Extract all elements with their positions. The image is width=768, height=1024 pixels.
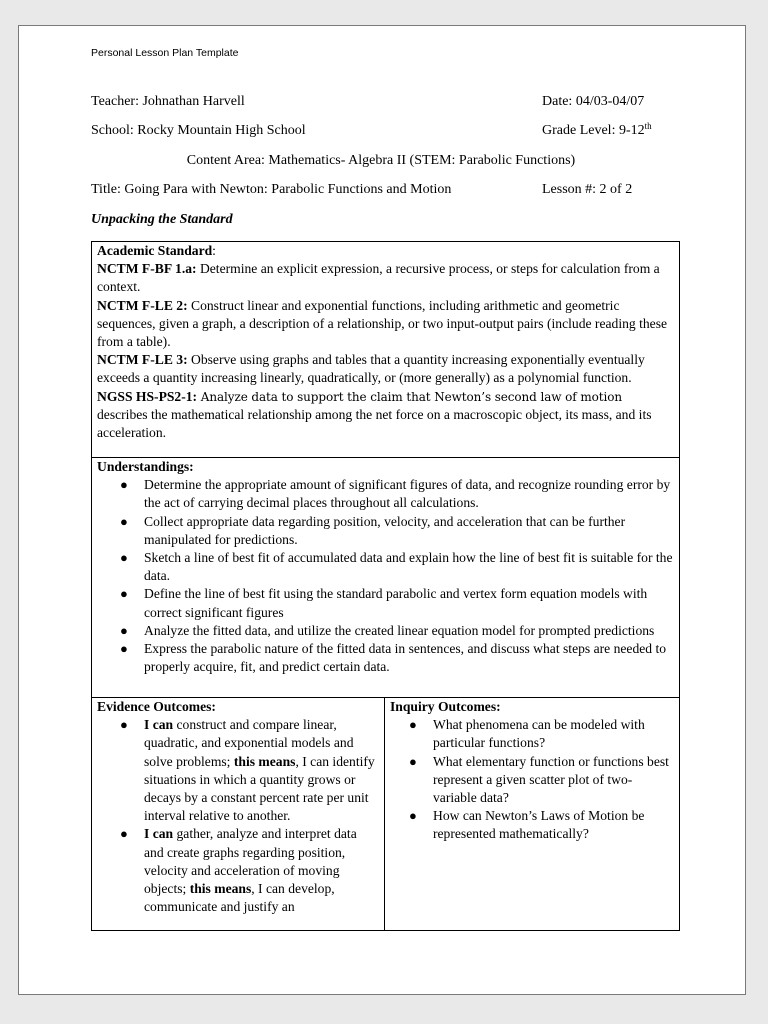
teacher-name: Teacher: Johnathan Harvell (91, 94, 245, 109)
document-page (18, 25, 746, 995)
list-item: ● How can Newton’s Laws of Motion be represented mathematically? (409, 808, 645, 842)
teacher-row (91, 94, 671, 110)
lesson-title: Title: Going Para with Newton: Parabolic Functions and Motion (91, 182, 452, 197)
list-item: ● I can gather, analyze and interpret data and create graphs regarding position, velocity and acceleration of moving objects; this means, I can develop, communicate and justify an (120, 826, 357, 915)
bullet-icon: ● (120, 826, 128, 842)
grade-level: Grade Level: 9-12th (542, 121, 652, 138)
section-title: Unpacking the Standard (91, 212, 233, 227)
outcomes-row (92, 698, 679, 930)
list-item: ● Express the parabolic nature of the fitted data in sentences, and discuss what steps are needed to properly acquire, fit, and predict certain data. (120, 641, 667, 675)
inquiry-outcomes-cell (385, 698, 679, 930)
inquiry-outcomes-list (390, 716, 674, 843)
standard-code: NCTM F-LE 2: (97, 297, 188, 313)
bullet-icon: ● (409, 753, 417, 769)
standard-code: NGSS HS-PS2-1: (97, 388, 198, 404)
template-title: Personal Lesson Plan Template (91, 47, 239, 59)
academic-standard-cell (92, 242, 679, 458)
bullet-icon: ● (120, 622, 128, 638)
grade-level-suffix: th (644, 121, 652, 131)
school-name: School: Rocky Mountain High School (91, 123, 306, 138)
bullet-icon: ● (120, 641, 128, 657)
list-item: ● I can construct and compare linear, quadratic, and exponential models and solve problems; this means, I can identify situations in which a quantity grows or decays by a constant percent rate per unit interval relative to another. (120, 717, 375, 824)
inquiry-outcomes-heading: Inquiry Outcomes: (390, 699, 501, 714)
standards-table (91, 241, 680, 931)
understandings-cell (92, 458, 679, 698)
list-item: ● Sketch a line of best fit of accumulated data and explain how the line of best fit is suitable for the data. (120, 550, 673, 584)
standard-item: NGSS HS-PS2-1: Analyze data to support the claim that Newton’s second law of motion describes the mathematical relationship among the net force on a macroscopic object, its mass, and its acceleration. (97, 388, 652, 441)
list-item: ● Define the line of best fit using the standard parabolic and vertex form equation models with correct significant figures (120, 586, 648, 620)
content-area: Content Area: Mathematics- Algebra II (STEM: Parabolic Functions) (186, 153, 576, 168)
understandings-list (97, 476, 674, 676)
bullet-icon: ● (120, 586, 128, 602)
list-item: ● What elementary function or functions best represent a given scatter plot of two-variable data? (409, 753, 669, 806)
bullet-icon: ● (409, 808, 417, 824)
understandings-heading: Understandings: (97, 459, 194, 474)
lesson-number: Lesson #: 2 of 2 (542, 182, 633, 197)
academic-standard-heading: Academic Standard: (97, 243, 216, 258)
list-item: ● Analyze the fitted data, and utilize the created linear equation model for prompted predictions (97, 622, 674, 640)
evidence-outcomes-list (97, 716, 379, 916)
bullet-icon: ● (409, 717, 417, 733)
bullet-icon: ● (120, 717, 128, 733)
lesson-date: Date: 04/03-04/07 (542, 94, 645, 109)
standard-item: NCTM F-LE 3: Observe using graphs and tables that a quantity increasing exponentially eventually exceeds a quantity increasing linearly, quadratically, or (more generally) as a polynomial function. (97, 352, 645, 386)
standard-code: NCTM F-LE 3: (97, 352, 188, 368)
bullet-icon: ● (120, 477, 128, 493)
standard-item: NCTM F-BF 1.a: Determine an explicit expression, a recursive process, or steps for calculation from a context. (97, 261, 660, 295)
bullet-icon: ● (120, 550, 128, 566)
evidence-outcomes-heading: Evidence Outcomes: (97, 699, 216, 714)
list-item: ● What phenomena can be modeled with particular functions? (409, 717, 645, 751)
evidence-outcomes-cell (92, 698, 385, 930)
bullet-icon: ● (120, 513, 128, 529)
list-item: ● Collect appropriate data regarding position, velocity, and acceleration that can be further manipulated for predictions. (120, 513, 626, 547)
standard-code: NCTM F-BF 1.a: (97, 261, 197, 277)
list-item: ● Determine the appropriate amount of significant figures of data, and recognize rounding error by the act of carrying decimal places throughout all calculations. (120, 477, 671, 511)
school-row (91, 123, 671, 139)
standard-item: NCTM F-LE 2: Construct linear and exponential functions, including arithmetic and geometric sequences, given a graph, a description of a relationship, or two input-output pairs (include reading these from a table). (97, 297, 668, 350)
title-row (91, 182, 671, 198)
